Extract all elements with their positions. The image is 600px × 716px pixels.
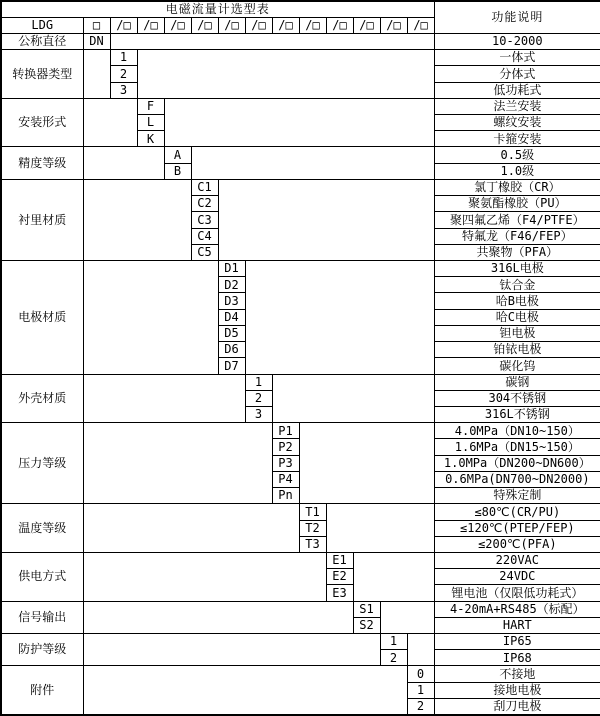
option-code: D1 [218,261,245,277]
category-label: 安装形式 [1,98,83,147]
option-description: 一体式 [434,50,600,66]
option-code: Pn [272,488,299,504]
category-label: 外壳材质 [1,374,83,423]
option-code: 2 [407,698,434,715]
option-description: 接地电极 [434,682,600,698]
segment-code-box: /□ [272,17,299,33]
segment-code-box: /□ [137,17,164,33]
option-description: 钛合金 [434,277,600,293]
right-filler [218,179,434,260]
option-description: ≤200℃(PFA) [434,536,600,552]
category-label: 温度等级 [1,504,83,553]
right-filler [164,98,434,147]
option-row [1,261,600,277]
option-description: 10-2000 [434,33,600,49]
option-description: 法兰安装 [434,98,600,114]
segment-code-box: /□ [218,17,245,33]
option-row [1,179,600,195]
option-description: ≤120℃(PTEP/FEP) [434,520,600,536]
left-filler [83,504,299,553]
category-label: 信号输出 [1,601,83,633]
category-label: 公称直径 [1,33,83,49]
option-code: T3 [299,536,326,552]
option-code: 2 [245,390,272,406]
category-label: 附件 [1,666,83,715]
option-description: IP65 [434,634,600,650]
option-code: P4 [272,471,299,487]
option-description: 1.6MPa（DN15~150） [434,439,600,455]
option-description: 聚四氟乙烯（F4/PTFE） [434,212,600,228]
option-row [1,552,600,568]
segment-code-box: /□ [245,17,272,33]
category-label: 精度等级 [1,147,83,179]
option-code: 0 [407,666,434,682]
option-description: 哈C电极 [434,309,600,325]
option-description: 24VDC [434,569,600,585]
option-row [1,33,600,49]
function-header: 功能说明 [434,1,600,33]
option-code: D6 [218,342,245,358]
option-code: T2 [299,520,326,536]
option-code: D4 [218,309,245,325]
right-filler [245,261,434,375]
option-code: C3 [191,212,218,228]
option-row [1,374,600,390]
option-code: D3 [218,293,245,309]
segment-code-box: /□ [299,17,326,33]
option-description: 316L电极 [434,261,600,277]
option-description: 碳化钨 [434,358,600,374]
option-description: 螺纹安装 [434,115,600,131]
base-code-box: □ [83,17,110,33]
segment-code-box: /□ [326,17,353,33]
option-description: 低功耗式 [434,82,600,98]
segment-code-box: /□ [191,17,218,33]
category-label: 衬里材质 [1,179,83,260]
option-description: 分体式 [434,66,600,82]
option-code: S2 [353,617,380,633]
left-filler [83,423,272,504]
segment-code-box: /□ [407,17,434,33]
option-description: 钽电极 [434,325,600,341]
option-code: C1 [191,179,218,195]
option-code: P1 [272,423,299,439]
option-description: 共聚物（PFA） [434,244,600,260]
option-code: 1 [245,374,272,390]
option-code: D7 [218,358,245,374]
model-prefix: LDG [1,17,83,33]
right-filler [137,50,434,99]
option-code: C2 [191,196,218,212]
option-code: 3 [245,406,272,422]
option-description: 刮刀电极 [434,698,600,715]
option-description: 哈B电极 [434,293,600,309]
option-code: P3 [272,455,299,471]
option-code: P2 [272,439,299,455]
right-filler [353,552,434,601]
right-filler [299,423,434,504]
option-code: L [137,115,164,131]
option-description: 4-20mA+RS485（标配） [434,601,600,617]
option-description: 1.0MPa（DN200~DN600） [434,455,600,471]
left-filler [83,601,353,633]
option-description: 聚氨酯橡胶（PU） [434,196,600,212]
table-title: 电磁流量计选型表 [1,1,434,17]
segment-code-box: /□ [110,17,137,33]
right-filler [110,33,434,49]
left-filler [83,666,407,715]
option-code: 1 [380,634,407,650]
option-row [1,601,600,617]
option-row [1,423,600,439]
left-filler [83,147,164,179]
option-row [1,50,600,66]
right-filler [407,634,434,666]
option-code: F [137,98,164,114]
option-code: E2 [326,569,353,585]
title-row [1,1,600,17]
option-row [1,504,600,520]
option-description: 特殊定制 [434,488,600,504]
option-code: B [164,163,191,179]
option-description: 304不锈钢 [434,390,600,406]
option-description: 锂电池（仅限低功耗式） [434,585,600,601]
left-filler [83,552,326,601]
option-description: ≤80℃(CR/PU) [434,504,600,520]
right-filler [380,601,434,633]
category-label: 压力等级 [1,423,83,504]
option-row [1,666,600,682]
right-filler [272,374,434,423]
option-description: 0.5级 [434,147,600,163]
left-filler [83,179,191,260]
option-code: D2 [218,277,245,293]
option-description: 316L不锈钢 [434,406,600,422]
category-label: 转换器类型 [1,50,83,99]
left-filler [83,50,110,99]
segment-code-box: /□ [164,17,191,33]
option-description: 氯丁橡胶（CR） [434,179,600,195]
option-code: E1 [326,552,353,568]
category-label: 供电方式 [1,552,83,601]
option-code: A [164,147,191,163]
option-code: 1 [110,50,137,66]
left-filler [83,98,137,147]
category-label: 防护等级 [1,634,83,666]
segment-code-box: /□ [380,17,407,33]
option-description: 卡箍安装 [434,131,600,147]
option-description: 不接地 [434,666,600,682]
option-code: D5 [218,325,245,341]
option-description: HART [434,617,600,633]
segment-code-box: /□ [353,17,380,33]
option-code: C5 [191,244,218,260]
option-row [1,634,600,650]
option-code: DN [83,33,110,49]
option-description: 0.6MPa(DN700~DN2000) [434,471,600,487]
right-filler [326,504,434,553]
left-filler [83,261,218,375]
category-label: 电极材质 [1,261,83,375]
option-description: 220VAC [434,552,600,568]
option-code: E3 [326,585,353,601]
option-description: 4.0MPa（DN10~150） [434,423,600,439]
left-filler [83,374,245,423]
option-description: 特氟龙（F46/FEP） [434,228,600,244]
option-row [1,98,600,114]
option-code: 2 [380,650,407,666]
option-description: IP68 [434,650,600,666]
left-filler [83,634,380,666]
option-description: 1.0级 [434,163,600,179]
option-code: 3 [110,82,137,98]
option-code: T1 [299,504,326,520]
option-code: S1 [353,601,380,617]
option-code: K [137,131,164,147]
right-filler [191,147,434,179]
option-row [1,147,600,163]
option-code: 2 [110,66,137,82]
option-description: 碳钢 [434,374,600,390]
option-description: 铂铱电极 [434,342,600,358]
option-code: C4 [191,228,218,244]
option-code: 1 [407,682,434,698]
